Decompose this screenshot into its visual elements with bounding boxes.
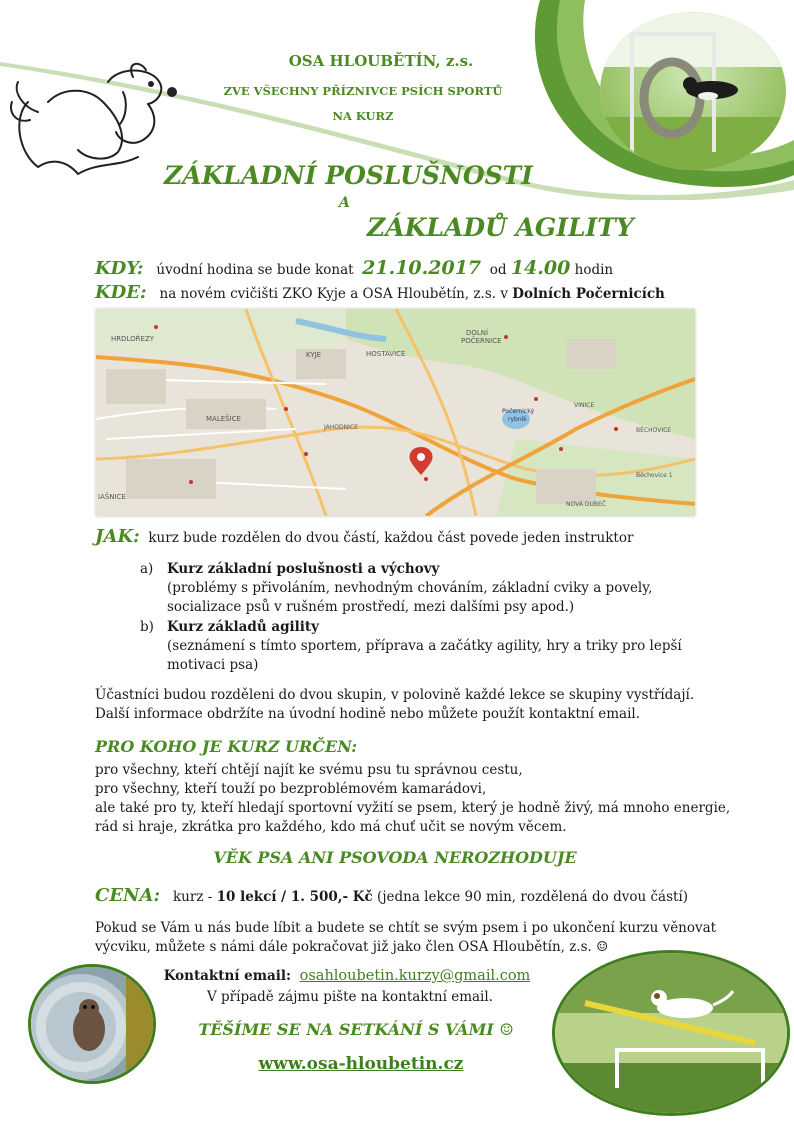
map-label: KYJE [306,351,322,359]
map-label: HOSTAVICE [366,350,406,358]
contact-label: Kontaktní email: [163,968,292,984]
list-item-title: Kurz základní poslušnosti a výchovy [167,561,440,577]
website-row [0,1054,794,1074]
list-item-title: Kurz základů agility [167,619,319,635]
kdy-text: úvodní hodina se bude konat [156,262,354,278]
list-item-desc: socializace psů v rušném prostředí, mezi dalšími psy apod.) [167,599,575,615]
jak-label: JAK: [95,526,140,547]
list-item-a [167,560,652,617]
location-map[interactable] [96,309,695,516]
kde-label: KDE: [95,282,147,303]
list-letter-b: b) [140,619,154,635]
map-label: BĚCHOVICE [636,427,672,434]
cena-note: (jedna lekce 90 min, rozdělená do dvou částí) [377,889,689,905]
map-label: MALEŠICE [206,415,241,423]
map-label: VINICE [574,402,595,409]
list-item-desc: (seznámení s tímto sportem, příprava a začátky agility, hry a triky pro lepší [167,638,682,654]
map-label: JAHODNICE [324,424,358,431]
invite-line-2: NA KURZ [332,109,394,123]
course-date: 21.10.2017 [362,257,482,279]
title-line-1: ZÁKLADNÍ POSLUŠNOSTI [164,161,533,190]
kde-place: Dolních Počernicích [512,286,665,302]
map-label: rybník [508,416,527,423]
contact-note: V případě zájmu pište na kontaktní email. [207,989,493,1005]
cena-row [95,885,688,906]
kdy-label: KDY: [95,258,144,279]
map-graphic [96,309,695,516]
map-label: Běchovice 1 [636,472,673,479]
jak-row [95,526,633,547]
map-label: DOLNÍ [466,329,489,337]
kdy-from: od [489,262,507,278]
kdy-hours: hodin [574,262,614,278]
title-line-3: ZÁKLADŮ AGILITY [367,213,634,242]
continue-text: Pokud se Vám u nás bude líbit a budete se chtít se svým psem i po ukončení kurzu věnovat výcviku, můžete s námi dále pokračovat již jako člen OSA Hloubětín, z.s. ☺ [95,920,717,955]
website-link[interactable]: www.osa-hloubetin.cz [258,1054,464,1074]
list-item-b [167,618,682,675]
map-label: Počernický [502,408,535,415]
kde-text: na novém cvičišti ZKO Kyje a OSA Hloubětín, z.s. v [159,286,508,302]
contact-email-link[interactable]: osahloubetin.kurzy@gmail.com [299,968,531,984]
kdy-row [95,257,613,279]
course-time: 14.00 [510,257,571,279]
list-item-desc: motivaci psa) [167,657,259,673]
jak-text: kurz bude rozdělen do dvou částí, každou část povede jeden instruktor [148,530,634,546]
cena-label: CENA: [95,885,161,906]
kde-row [95,282,665,303]
participants-text: Účastníci budou rozděleni do dvou skupin, v polovině každé lekce se skupiny vystřídají. Další informace obdržíte na úvodní hodině nebo můžete použít kontaktní email. [95,687,695,722]
list-letter-a: a) [140,561,154,577]
organization-name: OSA HLOUBĚTÍN, z.s. [288,52,474,70]
pro-koho-heading: PRO KOHO JE KURZ URČEN: [95,737,358,756]
age-note: VĚK PSA ANI PSOVODA NEROZHODUJE [213,848,577,867]
list-item-desc: (problémy s přivoláním, nevhodným chováním, základní cviky a povely, [167,580,653,596]
map-label: IAŠNICE [98,493,126,501]
invite-line-1: ZVE VŠECHNY PŘÍZNIVCE PSÍCH SPORTŮ [223,84,503,98]
map-label: HRDLOŘEZY [111,335,155,343]
cena-price: 10 lekcí / 1. 500,- Kč [216,889,373,905]
contact-row [0,968,794,984]
closing-text: TĚŠÍME SE NA SETKÁNÍ S VÁMI ☺ [198,1020,514,1039]
pro-koho-text: pro všechny, kteří chtějí najít ke svému psu tu správnou cestu, pro všechny, kteří touží po bezproblémovém kamarádovi, ale také pro ty, kteří hledají sportovní vyžití se psem, který je hodně živý, má mnoho energie, rád si hraje, zkrátka pro každého, kdo má chuť učit se novým věcem. [95,762,731,835]
map-label: POČERNICE [461,337,502,345]
cena-text: kurz - [172,889,213,905]
map-label: NOVÁ DUBEČ [566,501,606,508]
title-connector: A [339,195,350,211]
